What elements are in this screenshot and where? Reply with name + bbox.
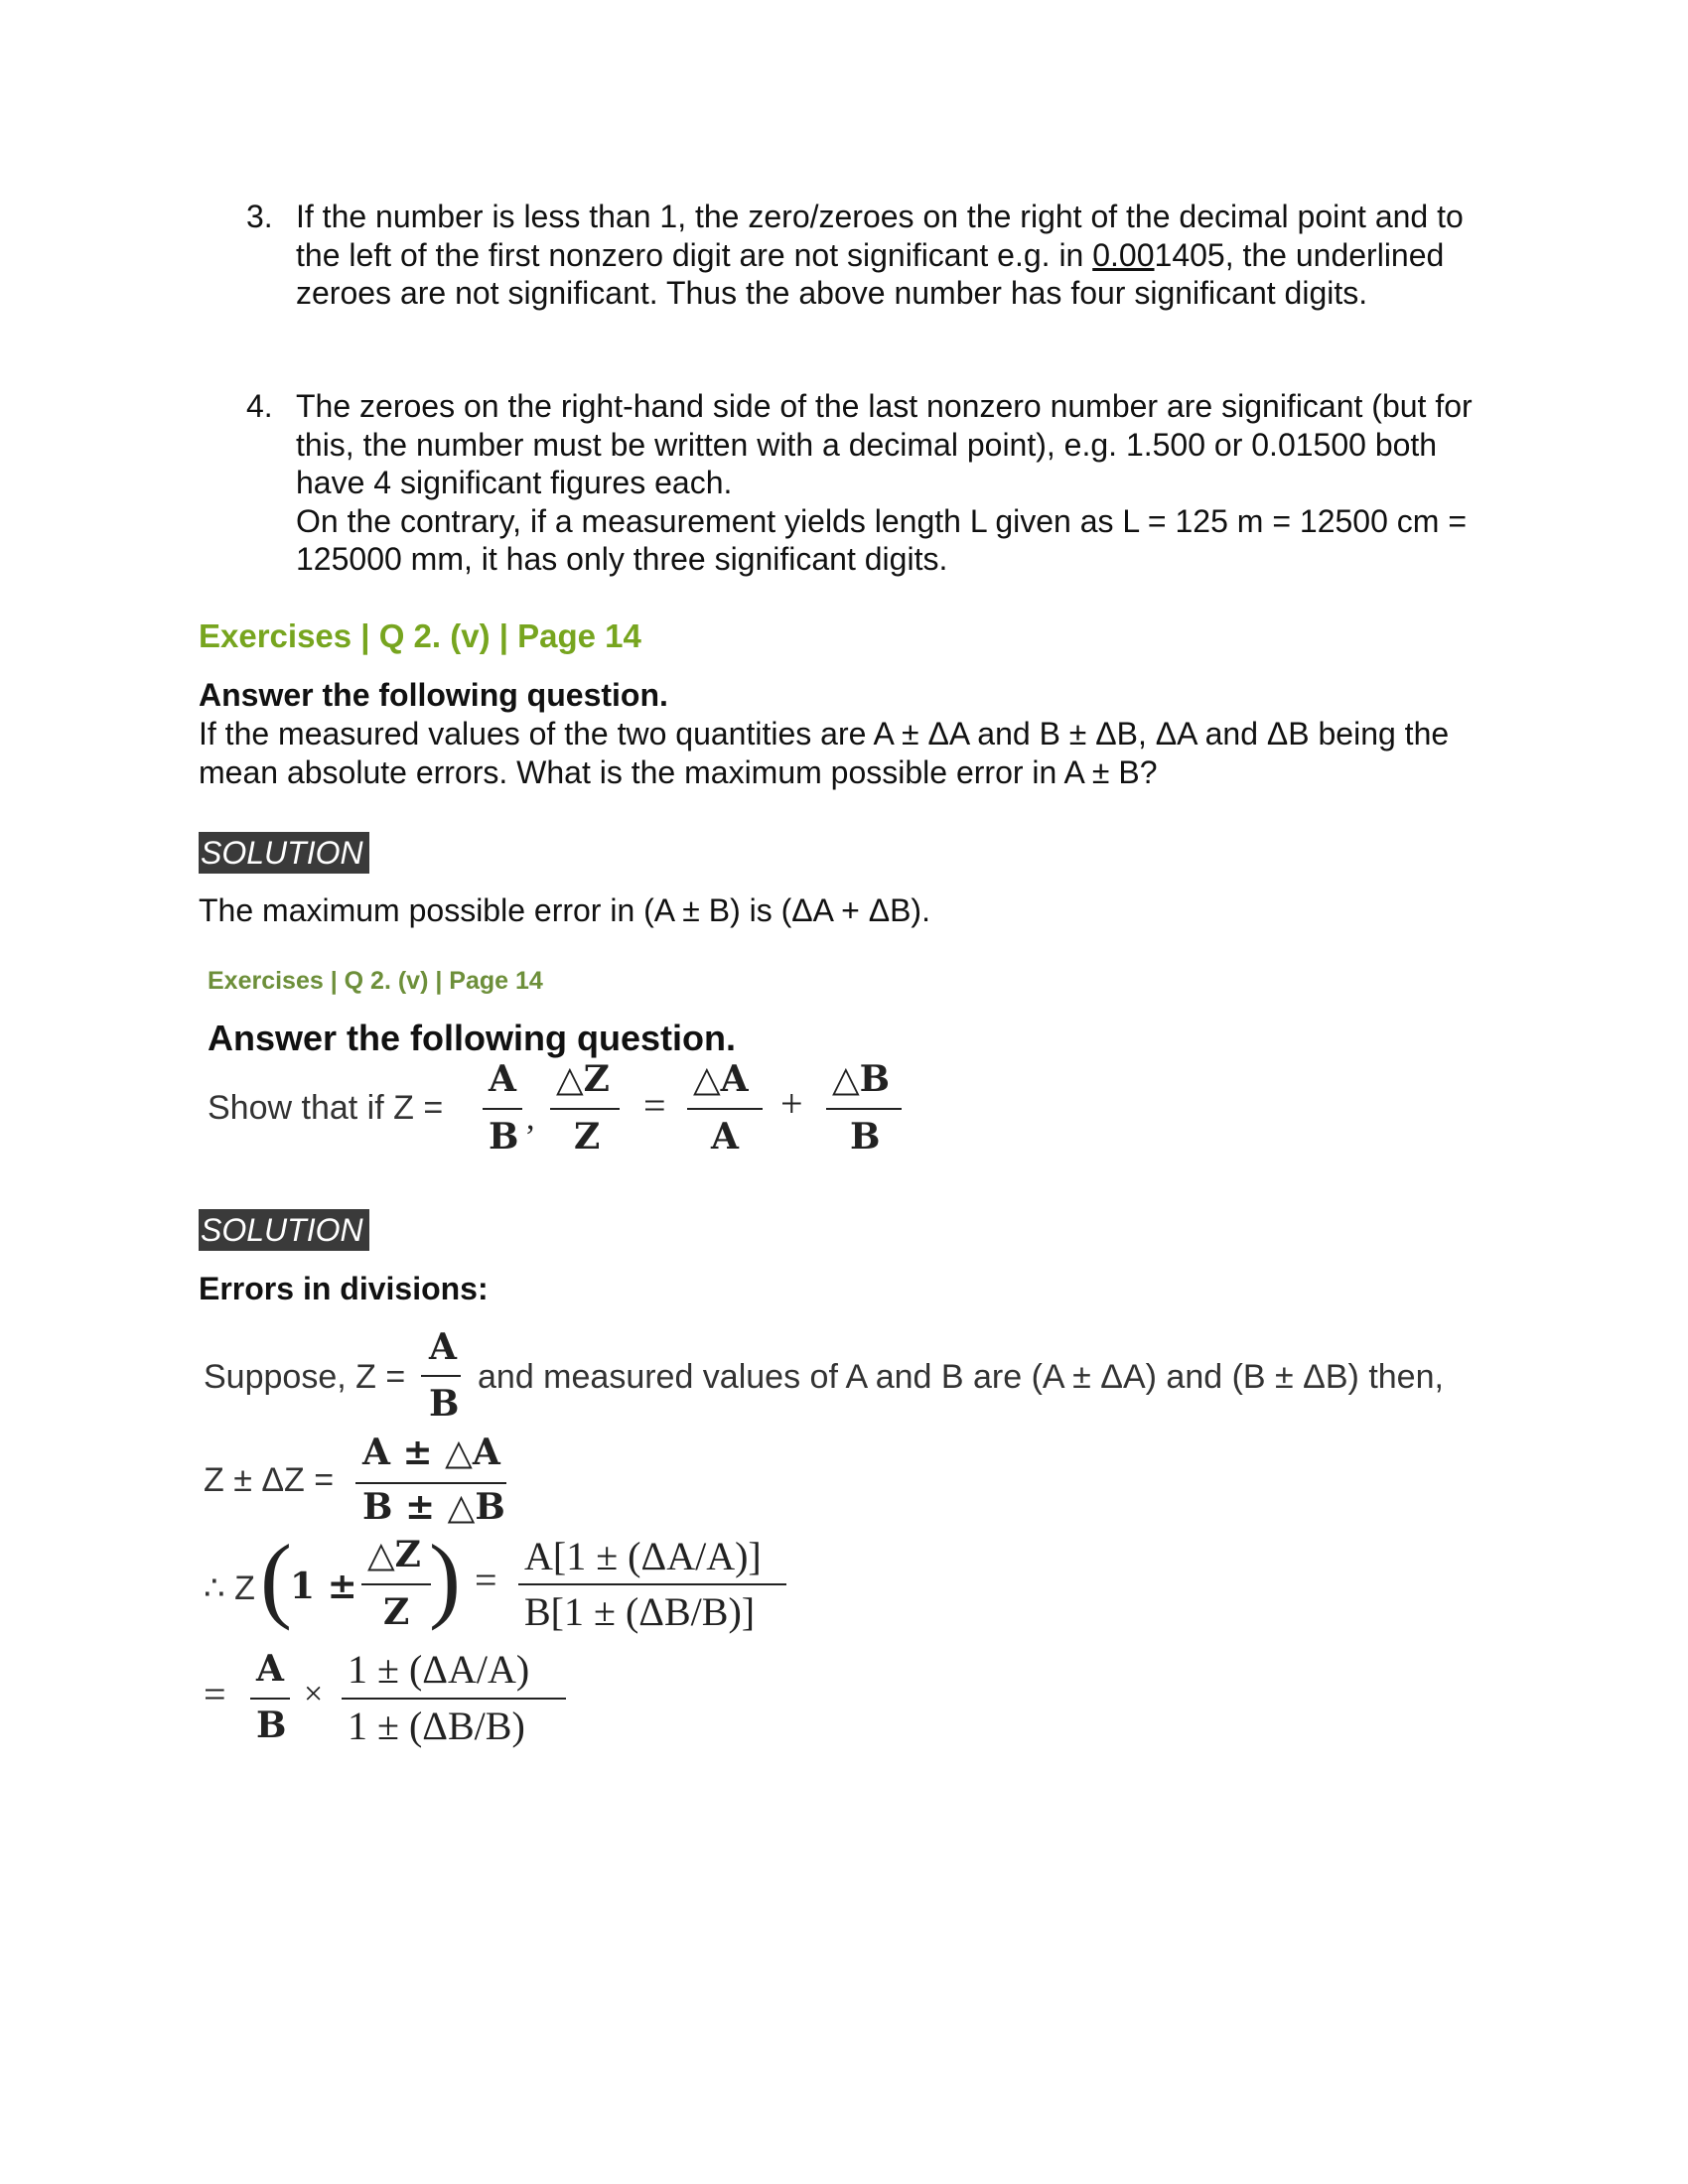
solution-badge: SOLUTION [199, 832, 369, 874]
list-number: 4. [246, 388, 273, 424]
answer-text: The maximum possible error in (A ± B) is (ΔA + ΔB). [199, 892, 930, 928]
page: 3. If the number is less than 1, the zero/zeroes on the right of the decimal point and to the left of the first nonzero digit are not significant e.g. in 0.001405, the underlined zeroes are not significant. Thus the above number has four significant digits. 4. The zeroes on the right-hand side of the last nonzero number are significant (but for this, the number must be written with a decimal point), e.g. 1.500 or 0.01500 both have 4 significant figures each. On the contrary, if a measurement yields length L given as L = 125 m = 12500 cm = 125000 mm, it has only three significant digits. Exercises | Q 2. (v) | Page 14 Answer the following question. If the measured values of the two quantities are A ± ΔA and B ± ΔB, ΔA and ΔB being the mean absolute errors. What is the maximum possible error in A ± B? SOLUTION The maximum possible error in (A ± B) is (ΔA + ΔB). Exercises | Q 2. (v) | Page 14 Answer the following question. Show that if Z = A B , △Z Z = △A A + △B B SOLUTION Errors in divisions: Suppose, Z = A B and measured values of A and B are (A ± ΔA) and (B ± ΔB) then, Z ± ΔZ = A ± △A B ± △B ∴ Z ( 1 ± △Z Z ) = A[1 ± (ΔA/A)] B[1 ± (ΔB/B)] = A B × 1 ± (ΔA/A) 1 ± (ΔB/B) [0, 0, 1688, 2184]
solution-badge: SOLUTION [199, 1209, 369, 1251]
list-number: 3. [246, 199, 273, 234]
list-text: If the number is less than 1, the zero/zeroes on the right of the decimal point and to the left of the first nonzero digit are not significant e.g. in 0.001405, the underlined zeroes are not significant. Thus the above number has four significant digits. [296, 199, 1464, 311]
list-text: The zeroes on the right-hand side of the last nonzero number are significant (but for this, the number must be written with a decimal point), e.g. 1.500 or 0.01500 both have 4 significant figures each. On the contrary, if a measurement yields length L given as L = 125 m = 12500 cm = 125000 mm, it has only three significant digits. [296, 388, 1473, 577]
underlined-zeroes: 0.00 [1092, 236, 1155, 273]
question-title: Answer the following question. [199, 677, 668, 713]
question-title: Answer the following question. [208, 1018, 737, 1058]
errors-heading: Errors in divisions: [199, 1271, 489, 1306]
question-text: If the measured values of the two quantities are A ± ΔA and B ± ΔB, ΔA and ΔB being the mean absolute errors. What is the maximum possible error in A ± B? [199, 716, 1450, 790]
section-heading: Exercises | Q 2. (v) | Page 14 [208, 967, 543, 995]
section-heading: Exercises | Q 2. (v) | Page 14 [199, 617, 641, 654]
